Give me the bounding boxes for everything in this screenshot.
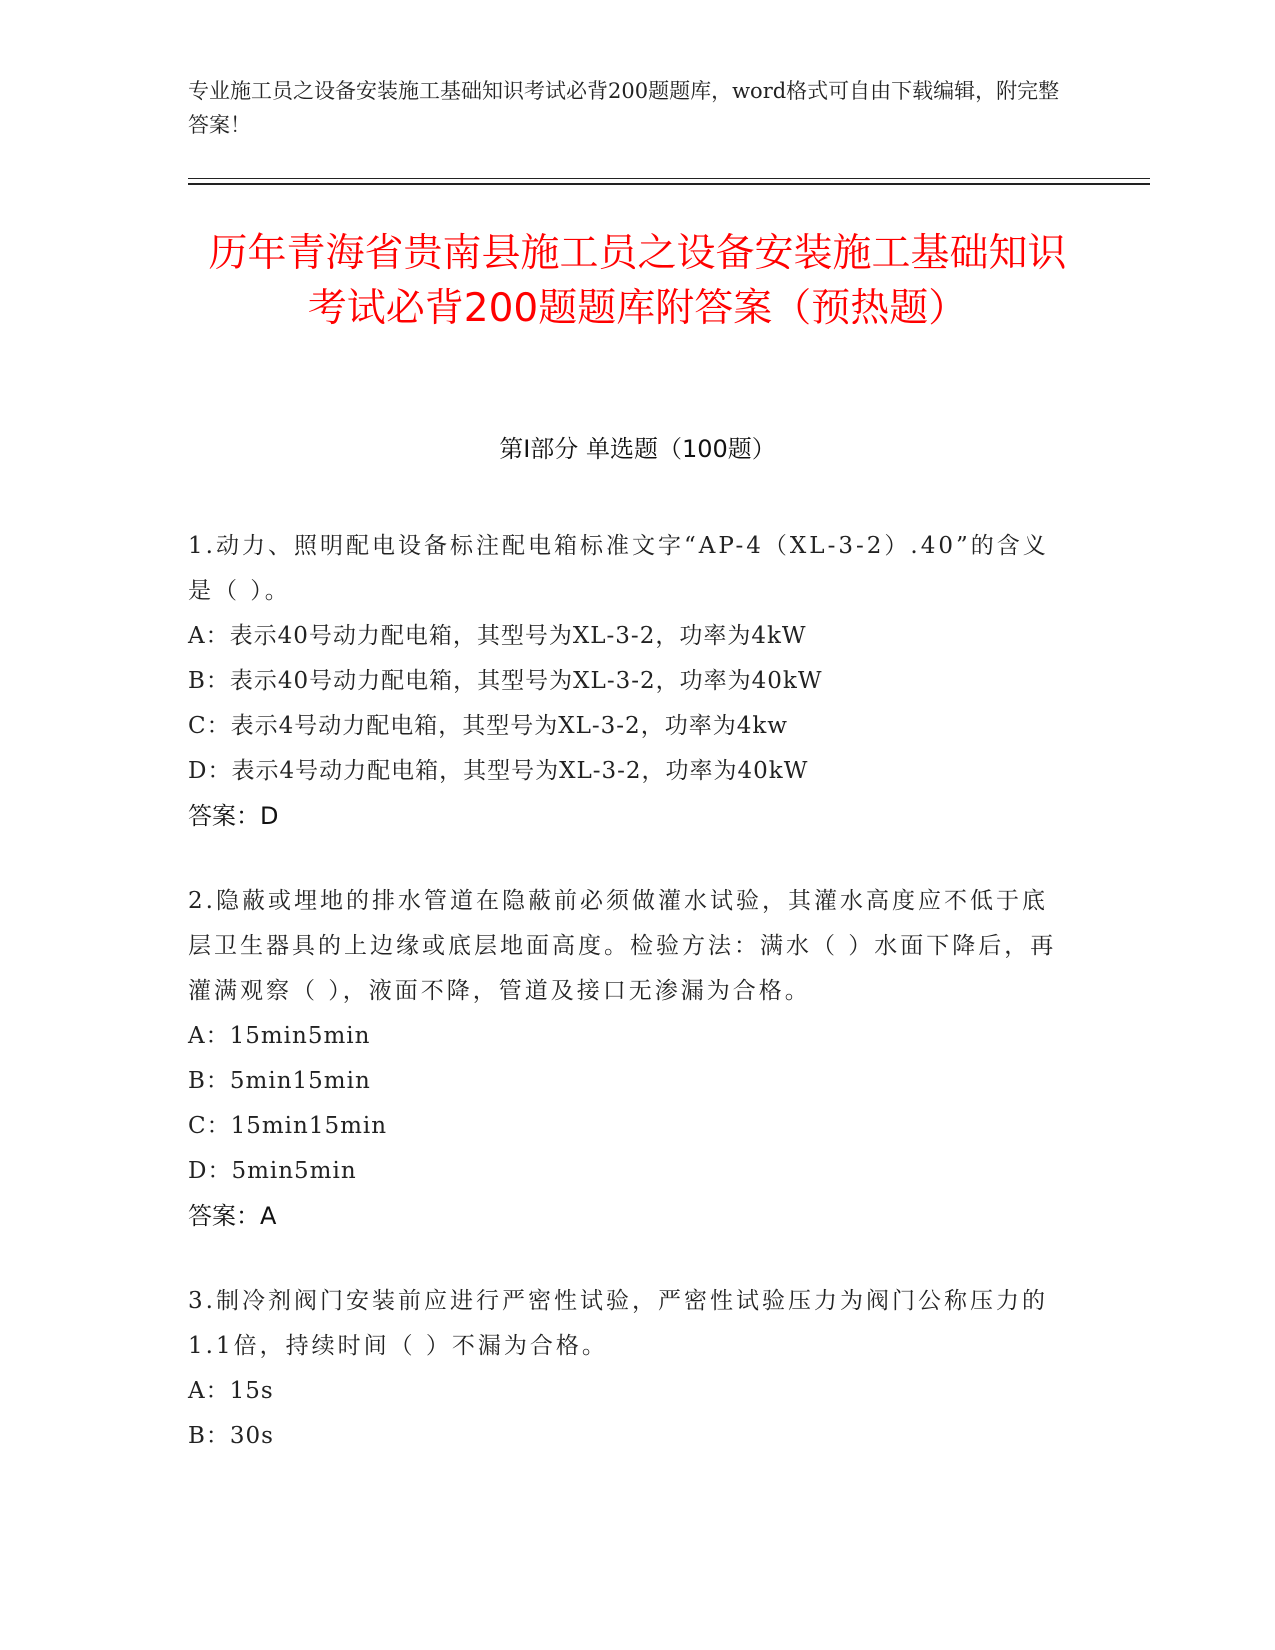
question-2 [188,879,1068,1239]
question-3 [188,1279,1068,1459]
answer-line: 答案：D [188,802,279,830]
question-stem: 3.制冷剂阀门安装前应进行严密性试验，严密性试验压力为阀门公称压力的1.1倍，持续时间（ ）不漏为合格。 [188,1288,1048,1359]
question-list [188,524,1068,1499]
option-b: B：30s [188,1423,274,1449]
option-a: A：15min5min [188,1023,371,1049]
header-divider-thick [188,183,1150,185]
option-d: D：表示4号动力配电箱，其型号为XL-3-2，功率为40kW [188,758,809,784]
header-note: 专业施工员之设备安装施工基础知识考试必背200题题库，word格式可自由下载编辑，附完整答案！ [188,79,1060,137]
option-b: B：5min15min [188,1068,371,1094]
option-a: A：表示40号动力配电箱，其型号为XL-3-2，功率为4kW [188,623,807,649]
option-c: C：15min15min [188,1113,388,1139]
question-stem: 1.动力、照明配电设备标注配电箱标准文字“AP-4（XL-3-2）.40”的含义是（ ）。 [188,533,1049,604]
section-title: 第I部分 单选题（100题） [499,435,776,463]
header-divider-thin [188,178,1150,179]
option-a: A：15s [188,1378,274,1404]
question-stem: 2.隐蔽或埋地的排水管道在隐蔽前必须做灌水试验，其灌水高度应不低于底层卫生器具的上边缘或底层地面高度。检验方法：满水（ ）水面下降后，再灌满观察（ ），液面不降，管道及接口无渗漏为合格。 [188,888,1057,1004]
document-title: 历年青海省贵南县施工员之设备安装施工基础知识考试必背200题题库附答案（预热题） [208,231,1067,331]
question-1 [188,524,1068,839]
answer-line: 答案：A [188,1202,277,1230]
option-b: B：表示40号动力配电箱，其型号为XL-3-2，功率为40kW [188,668,823,694]
option-c: C：表示4号动力配电箱，其型号为XL-3-2，功率为4kw [188,713,788,739]
option-d: D：5min5min [188,1158,357,1184]
